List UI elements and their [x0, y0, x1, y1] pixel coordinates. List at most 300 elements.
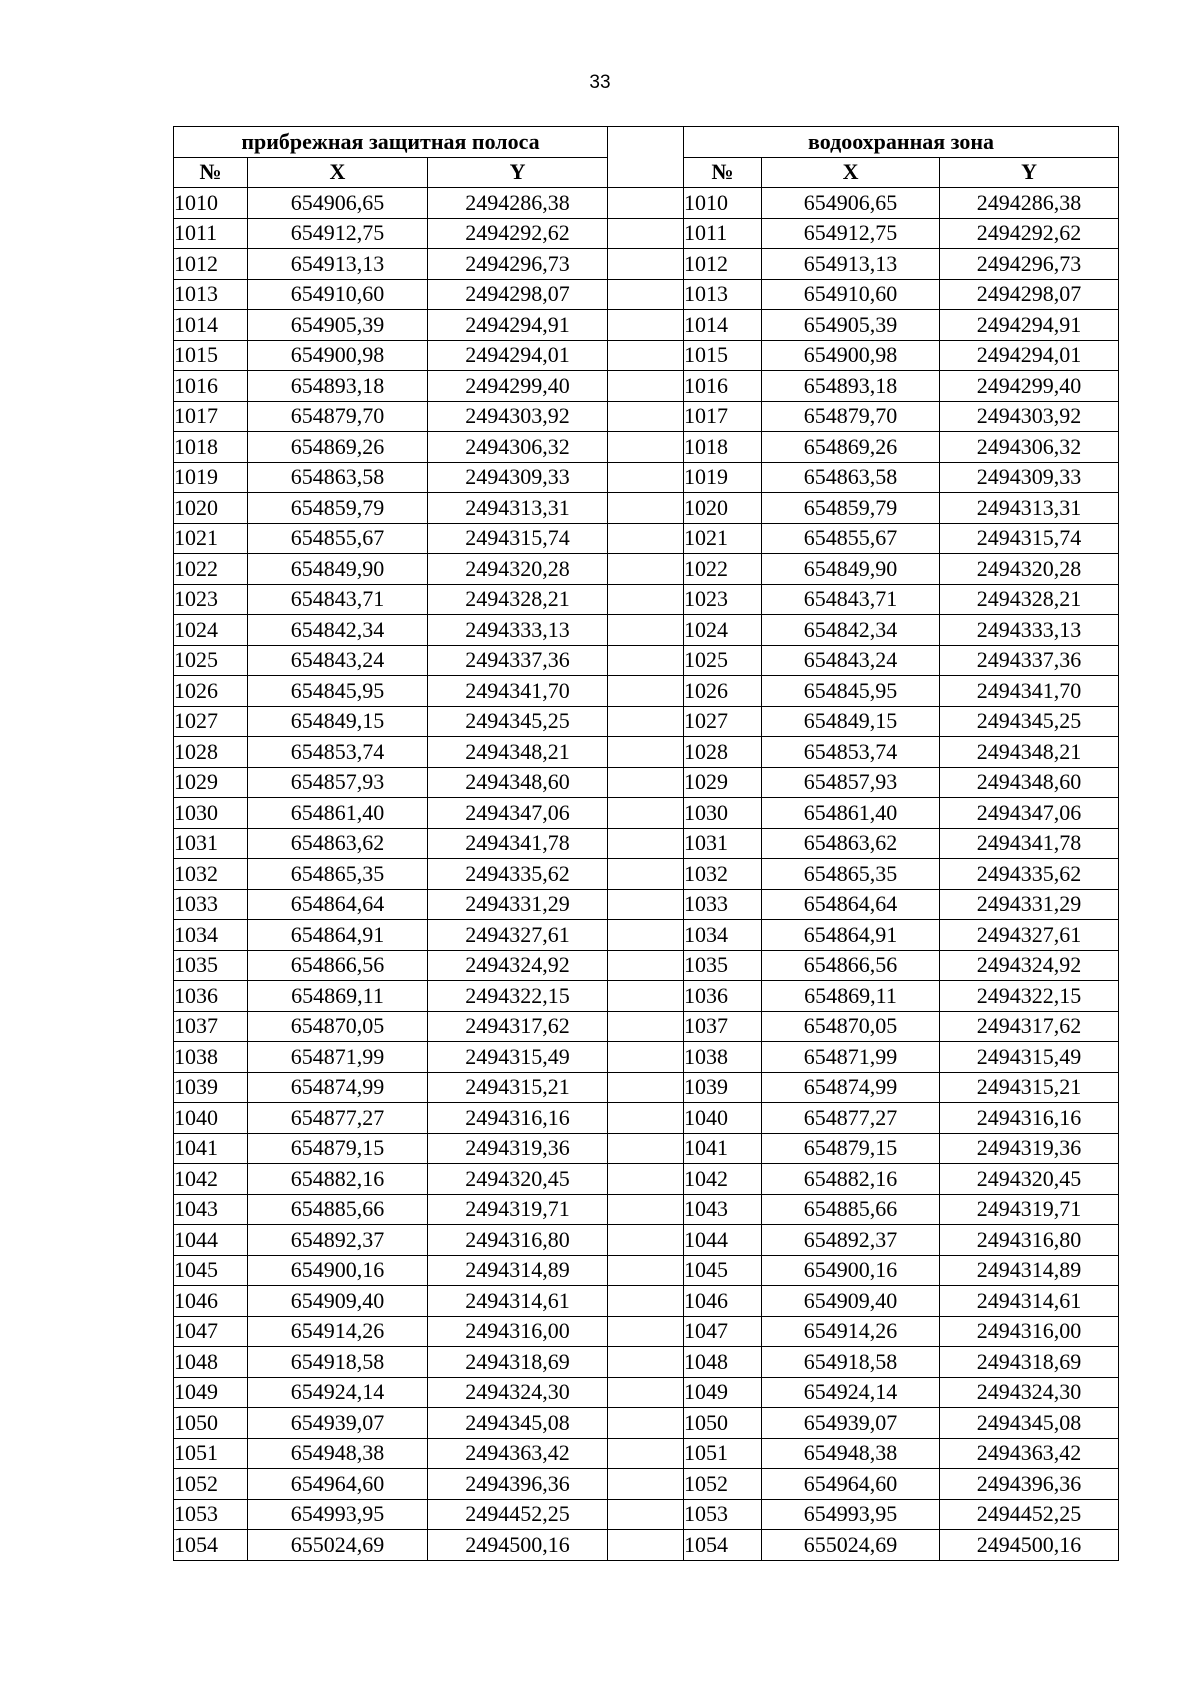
- right-point-number: 1051: [684, 1438, 762, 1469]
- right-point-number: 1032: [684, 859, 762, 890]
- right-y-value: 2494328,21: [940, 584, 1119, 615]
- table-row: [174, 1225, 1119, 1256]
- right-point-number: 1037: [684, 1011, 762, 1042]
- right-point-number: 1022: [684, 554, 762, 585]
- left-y-value: 2494316,00: [428, 1316, 608, 1347]
- right-y-value: 2494452,25: [940, 1499, 1119, 1530]
- separator-column-header: [608, 127, 684, 188]
- left-point-number: 1048: [174, 1347, 248, 1378]
- right-y-value: 2494315,49: [940, 1042, 1119, 1073]
- separator-cell: [608, 828, 684, 859]
- right-point-number: 1043: [684, 1194, 762, 1225]
- right-point-number: 1031: [684, 828, 762, 859]
- table-row: [174, 828, 1119, 859]
- left-point-number: 1026: [174, 676, 248, 707]
- right-x-value: 654871,99: [762, 1042, 940, 1073]
- left-point-number: 1032: [174, 859, 248, 890]
- right-y-value: 2494319,71: [940, 1194, 1119, 1225]
- left-x-value: 654892,37: [248, 1225, 428, 1256]
- right-point-number: 1029: [684, 767, 762, 798]
- right-x-value: 654924,14: [762, 1377, 940, 1408]
- right-point-number: 1048: [684, 1347, 762, 1378]
- separator-cell: [608, 1499, 684, 1530]
- right-point-number: 1021: [684, 523, 762, 554]
- left-y-value: 2494286,38: [428, 188, 608, 219]
- left-x-value: 654864,64: [248, 889, 428, 920]
- left-x-value: 654842,34: [248, 615, 428, 646]
- right-y-value: 2494292,62: [940, 218, 1119, 249]
- left-x-value: 654853,74: [248, 737, 428, 768]
- right-x-header: X: [762, 157, 940, 188]
- right-point-number: 1033: [684, 889, 762, 920]
- left-y-value: 2494294,01: [428, 340, 608, 371]
- right-y-value: 2494306,32: [940, 432, 1119, 463]
- right-y-value: 2494320,28: [940, 554, 1119, 585]
- right-point-number: 1028: [684, 737, 762, 768]
- table-row: [174, 920, 1119, 951]
- separator-cell: [608, 767, 684, 798]
- left-x-value: 654909,40: [248, 1286, 428, 1317]
- separator-cell: [608, 584, 684, 615]
- left-point-number: 1051: [174, 1438, 248, 1469]
- table-row: [174, 706, 1119, 737]
- left-x-value: 654861,40: [248, 798, 428, 829]
- right-y-value: 2494296,73: [940, 249, 1119, 280]
- left-point-number: 1045: [174, 1255, 248, 1286]
- right-x-value: 654861,40: [762, 798, 940, 829]
- right-x-value: 655024,69: [762, 1530, 940, 1561]
- left-y-value: 2494306,32: [428, 432, 608, 463]
- left-y-value: 2494296,73: [428, 249, 608, 280]
- table-row: [174, 1530, 1119, 1561]
- right-point-number: 1046: [684, 1286, 762, 1317]
- coordinates-table: [173, 126, 1119, 1561]
- right-x-value: 654900,98: [762, 340, 940, 371]
- right-y-value: 2494335,62: [940, 859, 1119, 890]
- right-y-value: 2494347,06: [940, 798, 1119, 829]
- left-point-number: 1024: [174, 615, 248, 646]
- left-x-value: 654863,58: [248, 462, 428, 493]
- separator-cell: [608, 1408, 684, 1439]
- right-y-value: 2494286,38: [940, 188, 1119, 219]
- right-point-number: 1014: [684, 310, 762, 341]
- separator-cell: [608, 1103, 684, 1134]
- right-x-value: 654885,66: [762, 1194, 940, 1225]
- left-x-value: 654864,91: [248, 920, 428, 951]
- table-row: [174, 737, 1119, 768]
- left-x-value: 654879,70: [248, 401, 428, 432]
- right-x-value: 654877,27: [762, 1103, 940, 1134]
- right-point-number: 1034: [684, 920, 762, 951]
- separator-cell: [608, 432, 684, 463]
- table-row: [174, 462, 1119, 493]
- separator-cell: [608, 188, 684, 219]
- table-row: [174, 401, 1119, 432]
- left-x-value: 654849,90: [248, 554, 428, 585]
- separator-cell: [608, 1530, 684, 1561]
- left-point-number: 1034: [174, 920, 248, 951]
- right-y-value: 2494309,33: [940, 462, 1119, 493]
- right-point-number: 1016: [684, 371, 762, 402]
- left-x-value: 654939,07: [248, 1408, 428, 1439]
- right-y-value: 2494341,78: [940, 828, 1119, 859]
- table-row: [174, 950, 1119, 981]
- left-y-value: 2494315,74: [428, 523, 608, 554]
- right-x-value: 654853,74: [762, 737, 940, 768]
- water-protection-zone-header: водоохранная зона: [684, 127, 1119, 158]
- right-y-value: 2494315,74: [940, 523, 1119, 554]
- left-x-value: 654912,75: [248, 218, 428, 249]
- left-x-value: 654900,98: [248, 340, 428, 371]
- separator-cell: [608, 371, 684, 402]
- left-y-value: 2494396,36: [428, 1469, 608, 1500]
- right-point-number: 1024: [684, 615, 762, 646]
- left-point-number: 1053: [174, 1499, 248, 1530]
- left-point-number: 1038: [174, 1042, 248, 1073]
- left-y-value: 2494298,07: [428, 279, 608, 310]
- left-point-number: 1028: [174, 737, 248, 768]
- left-x-header: X: [248, 157, 428, 188]
- table-row: [174, 188, 1119, 219]
- right-point-number: 1036: [684, 981, 762, 1012]
- right-x-value: 654845,95: [762, 676, 940, 707]
- separator-cell: [608, 1072, 684, 1103]
- separator-cell: [608, 1316, 684, 1347]
- left-x-value: 654843,24: [248, 645, 428, 676]
- separator-cell: [608, 950, 684, 981]
- left-point-number: 1010: [174, 188, 248, 219]
- right-y-value: 2494500,16: [940, 1530, 1119, 1561]
- separator-cell: [608, 889, 684, 920]
- left-y-value: 2494318,69: [428, 1347, 608, 1378]
- left-point-number: 1011: [174, 218, 248, 249]
- right-y-value: 2494333,13: [940, 615, 1119, 646]
- table-row: [174, 981, 1119, 1012]
- left-point-number: 1036: [174, 981, 248, 1012]
- left-x-value: 654893,18: [248, 371, 428, 402]
- table-row: [174, 1377, 1119, 1408]
- left-y-value: 2494452,25: [428, 1499, 608, 1530]
- left-point-number: 1013: [174, 279, 248, 310]
- left-point-number: 1043: [174, 1194, 248, 1225]
- right-x-value: 654892,37: [762, 1225, 940, 1256]
- right-y-value: 2494313,31: [940, 493, 1119, 524]
- right-x-value: 654855,67: [762, 523, 940, 554]
- left-x-value: 654859,79: [248, 493, 428, 524]
- right-x-value: 654863,58: [762, 462, 940, 493]
- right-point-number: 1044: [684, 1225, 762, 1256]
- right-x-value: 654869,26: [762, 432, 940, 463]
- separator-cell: [608, 523, 684, 554]
- right-point-number: 1027: [684, 706, 762, 737]
- left-x-value: 654869,26: [248, 432, 428, 463]
- left-point-number: 1041: [174, 1133, 248, 1164]
- left-y-value: 2494299,40: [428, 371, 608, 402]
- right-x-value: 654948,38: [762, 1438, 940, 1469]
- left-point-number: 1016: [174, 371, 248, 402]
- separator-cell: [608, 981, 684, 1012]
- right-y-value: 2494316,80: [940, 1225, 1119, 1256]
- right-y-value: 2494317,62: [940, 1011, 1119, 1042]
- left-point-number: 1035: [174, 950, 248, 981]
- table-row: [174, 554, 1119, 585]
- left-y-value: 2494309,33: [428, 462, 608, 493]
- table-row: [174, 1286, 1119, 1317]
- right-x-value: 654906,65: [762, 188, 940, 219]
- separator-cell: [608, 462, 684, 493]
- right-x-value: 654857,93: [762, 767, 940, 798]
- separator-cell: [608, 859, 684, 890]
- left-y-value: 2494347,06: [428, 798, 608, 829]
- separator-cell: [608, 340, 684, 371]
- left-x-value: 654906,65: [248, 188, 428, 219]
- left-x-value: 654993,95: [248, 1499, 428, 1530]
- left-y-value: 2494319,71: [428, 1194, 608, 1225]
- right-y-value: 2494363,42: [940, 1438, 1119, 1469]
- left-x-value: 654885,66: [248, 1194, 428, 1225]
- left-y-value: 2494333,13: [428, 615, 608, 646]
- right-y-value: 2494337,36: [940, 645, 1119, 676]
- table-row: [174, 493, 1119, 524]
- left-point-number: 1021: [174, 523, 248, 554]
- table-row: [174, 859, 1119, 890]
- right-x-value: 654909,40: [762, 1286, 940, 1317]
- left-y-value: 2494320,45: [428, 1164, 608, 1195]
- right-y-value: 2494396,36: [940, 1469, 1119, 1500]
- left-x-value: 654869,11: [248, 981, 428, 1012]
- right-y-value: 2494299,40: [940, 371, 1119, 402]
- right-x-value: 654912,75: [762, 218, 940, 249]
- right-x-value: 654849,90: [762, 554, 940, 585]
- right-x-value: 654866,56: [762, 950, 940, 981]
- separator-cell: [608, 279, 684, 310]
- left-x-value: 654874,99: [248, 1072, 428, 1103]
- separator-cell: [608, 401, 684, 432]
- right-x-value: 654914,26: [762, 1316, 940, 1347]
- right-y-value: 2494303,92: [940, 401, 1119, 432]
- table-row: [174, 1316, 1119, 1347]
- left-y-value: 2494317,62: [428, 1011, 608, 1042]
- right-x-value: 654864,64: [762, 889, 940, 920]
- left-x-value: 654849,15: [248, 706, 428, 737]
- table-row: [174, 1164, 1119, 1195]
- right-point-number: 1030: [684, 798, 762, 829]
- left-x-value: 654843,71: [248, 584, 428, 615]
- left-y-value: 2494315,21: [428, 1072, 608, 1103]
- left-x-value: 654863,62: [248, 828, 428, 859]
- right-y-value: 2494348,60: [940, 767, 1119, 798]
- left-y-value: 2494322,15: [428, 981, 608, 1012]
- right-y-value: 2494316,16: [940, 1103, 1119, 1134]
- left-y-value: 2494327,61: [428, 920, 608, 951]
- left-x-value: 655024,69: [248, 1530, 428, 1561]
- left-point-number: 1019: [174, 462, 248, 493]
- left-point-number: 1014: [174, 310, 248, 341]
- right-x-value: 654842,34: [762, 615, 940, 646]
- table-row: [174, 1499, 1119, 1530]
- right-point-number: 1035: [684, 950, 762, 981]
- table-row: [174, 371, 1119, 402]
- left-y-value: 2494348,60: [428, 767, 608, 798]
- right-y-value: 2494314,89: [940, 1255, 1119, 1286]
- left-x-value: 654871,99: [248, 1042, 428, 1073]
- table-row: [174, 1042, 1119, 1073]
- separator-cell: [608, 1042, 684, 1073]
- left-point-number: 1039: [174, 1072, 248, 1103]
- left-y-value: 2494363,42: [428, 1438, 608, 1469]
- right-y-value: 2494320,45: [940, 1164, 1119, 1195]
- right-point-number: 1041: [684, 1133, 762, 1164]
- right-point-number: 1049: [684, 1377, 762, 1408]
- right-point-number: 1012: [684, 249, 762, 280]
- left-point-number: 1030: [174, 798, 248, 829]
- table-row: [174, 310, 1119, 341]
- left-y-value: 2494324,30: [428, 1377, 608, 1408]
- right-x-value: 654964,60: [762, 1469, 940, 1500]
- right-point-number: 1026: [684, 676, 762, 707]
- right-point-number: 1038: [684, 1042, 762, 1073]
- left-point-number: 1040: [174, 1103, 248, 1134]
- right-x-value: 654918,58: [762, 1347, 940, 1378]
- left-point-number: 1025: [174, 645, 248, 676]
- right-y-value: 2494324,92: [940, 950, 1119, 981]
- right-y-value: 2494331,29: [940, 889, 1119, 920]
- right-point-number: 1053: [684, 1499, 762, 1530]
- left-point-number: 1027: [174, 706, 248, 737]
- right-point-number: 1019: [684, 462, 762, 493]
- table-row: [174, 1194, 1119, 1225]
- right-x-value: 654870,05: [762, 1011, 940, 1042]
- right-x-value: 654939,07: [762, 1408, 940, 1439]
- left-point-number: 1044: [174, 1225, 248, 1256]
- left-x-value: 654918,58: [248, 1347, 428, 1378]
- separator-cell: [608, 920, 684, 951]
- table-row: [174, 615, 1119, 646]
- right-point-number: 1011: [684, 218, 762, 249]
- table-row: [174, 584, 1119, 615]
- right-point-number: 1047: [684, 1316, 762, 1347]
- separator-cell: [608, 1469, 684, 1500]
- left-y-value: 2494303,92: [428, 401, 608, 432]
- right-y-value: 2494348,21: [940, 737, 1119, 768]
- table-row: [174, 1469, 1119, 1500]
- separator-cell: [608, 798, 684, 829]
- table-row: [174, 1133, 1119, 1164]
- separator-cell: [608, 1347, 684, 1378]
- left-y-value: 2494500,16: [428, 1530, 608, 1561]
- right-point-number: 1039: [684, 1072, 762, 1103]
- left-point-number: 1033: [174, 889, 248, 920]
- table-row: [174, 1255, 1119, 1286]
- left-x-value: 654857,93: [248, 767, 428, 798]
- right-y-value: 2494319,36: [940, 1133, 1119, 1164]
- left-point-number: 1049: [174, 1377, 248, 1408]
- separator-cell: [608, 706, 684, 737]
- left-y-value: 2494316,80: [428, 1225, 608, 1256]
- right-x-value: 654849,15: [762, 706, 940, 737]
- right-x-value: 654882,16: [762, 1164, 940, 1195]
- table-row: [174, 218, 1119, 249]
- right-point-number: 1040: [684, 1103, 762, 1134]
- right-point-number: 1054: [684, 1530, 762, 1561]
- left-point-number: 1012: [174, 249, 248, 280]
- table-row: [174, 676, 1119, 707]
- left-y-value: 2494345,25: [428, 706, 608, 737]
- right-point-number: 1042: [684, 1164, 762, 1195]
- separator-cell: [608, 676, 684, 707]
- table-row: [174, 798, 1119, 829]
- left-point-number: 1029: [174, 767, 248, 798]
- left-y-header: Y: [428, 157, 608, 188]
- separator-cell: [608, 1133, 684, 1164]
- right-point-number: 1023: [684, 584, 762, 615]
- left-y-value: 2494314,61: [428, 1286, 608, 1317]
- table-row: [174, 889, 1119, 920]
- table-row: [174, 1408, 1119, 1439]
- right-x-value: 654910,60: [762, 279, 940, 310]
- right-point-number: 1045: [684, 1255, 762, 1286]
- left-x-value: 654910,60: [248, 279, 428, 310]
- right-x-value: 654865,35: [762, 859, 940, 890]
- right-point-number: 1010: [684, 188, 762, 219]
- table-row: [174, 1438, 1119, 1469]
- separator-cell: [608, 1255, 684, 1286]
- left-x-value: 654845,95: [248, 676, 428, 707]
- right-x-value: 654879,70: [762, 401, 940, 432]
- right-y-header: Y: [940, 157, 1119, 188]
- left-point-number: 1046: [174, 1286, 248, 1317]
- left-point-number: 1054: [174, 1530, 248, 1561]
- right-num-header: №: [684, 157, 762, 188]
- separator-cell: [608, 1164, 684, 1195]
- right-y-value: 2494298,07: [940, 279, 1119, 310]
- table-row: [174, 1072, 1119, 1103]
- separator-cell: [608, 645, 684, 676]
- right-point-number: 1050: [684, 1408, 762, 1439]
- group-header-row: [174, 127, 1119, 158]
- left-x-value: 654870,05: [248, 1011, 428, 1042]
- separator-cell: [608, 1225, 684, 1256]
- left-y-value: 2494319,36: [428, 1133, 608, 1164]
- left-point-number: 1052: [174, 1469, 248, 1500]
- right-y-value: 2494327,61: [940, 920, 1119, 951]
- table-row: [174, 1347, 1119, 1378]
- right-x-value: 654869,11: [762, 981, 940, 1012]
- table-row: [174, 1011, 1119, 1042]
- right-x-value: 654913,13: [762, 249, 940, 280]
- left-y-value: 2494348,21: [428, 737, 608, 768]
- table-row: [174, 767, 1119, 798]
- separator-cell: [608, 1377, 684, 1408]
- separator-cell: [608, 1438, 684, 1469]
- left-point-number: 1037: [174, 1011, 248, 1042]
- right-x-value: 654843,24: [762, 645, 940, 676]
- left-y-value: 2494337,36: [428, 645, 608, 676]
- left-point-number: 1018: [174, 432, 248, 463]
- table-body: [174, 188, 1119, 1561]
- left-y-value: 2494331,29: [428, 889, 608, 920]
- right-y-value: 2494322,15: [940, 981, 1119, 1012]
- right-point-number: 1017: [684, 401, 762, 432]
- table-row: [174, 432, 1119, 463]
- left-x-value: 654855,67: [248, 523, 428, 554]
- left-y-value: 2494314,89: [428, 1255, 608, 1286]
- coastal-strip-header: прибрежная защитная полоса: [174, 127, 608, 158]
- left-point-number: 1047: [174, 1316, 248, 1347]
- right-x-value: 654859,79: [762, 493, 940, 524]
- left-x-value: 654877,27: [248, 1103, 428, 1134]
- separator-cell: [608, 493, 684, 524]
